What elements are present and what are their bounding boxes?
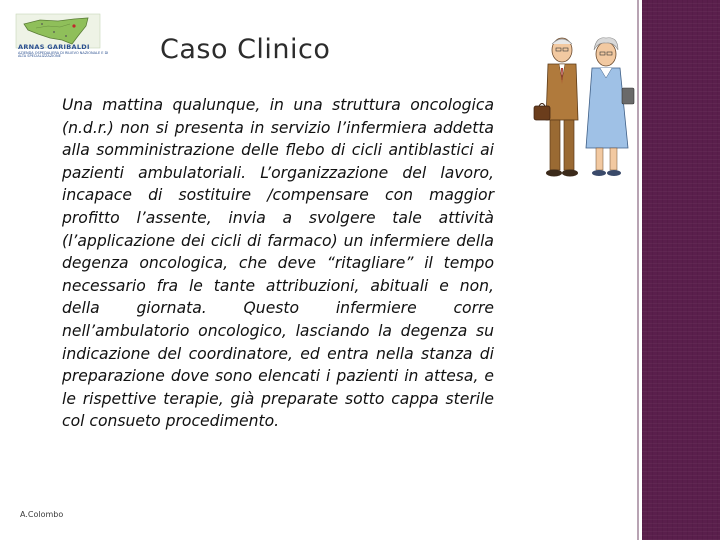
logo-name: ARNAS GARIBALDI — [18, 43, 90, 51]
logo-subtitle: AZIENDA OSPEDALIERA DI RILIEVO NAZIONALE E DI ALTA SPECIALIZZAZIONE — [18, 50, 109, 58]
elderly-couple-clipart-icon — [530, 28, 640, 188]
slide-title: Caso Clinico — [160, 34, 331, 65]
sicily-map-logo-icon — [14, 12, 102, 72]
decorative-side-band — [642, 0, 720, 540]
case-description: Una mattina qualunque, in una struttura oncologica (n.d.r.) non si presenta in servizio l’infermiera addetta alla somministrazione delle flebo di cicli antiblastici ai pazienti ambulatoriali. L’organizzazione del lavoro, incapace di sostituire /compensare con maggior profitto l’assente, invia a svolgere tale attività (l’applicazione dei cicli di farmaco) un infermiere della degenza oncologica, che deve “ritagliare” il tempo necessario fra le tante attribuzioni, abituali e non, della giornata. Questo infermiere corre nell’ambulatorio oncologico, lasciando la degenza su indicazione del coordinatore, ed entra nella stanza di preparazione dove sono elencati i pazienti in attesa, e le rispettive terapie, già preparate sotto cappa sterile col consueto procedimento. — [62, 96, 494, 431]
author-footer: A.Colombo — [20, 510, 64, 519]
band-divider — [637, 0, 639, 540]
logo-text — [18, 44, 110, 59]
